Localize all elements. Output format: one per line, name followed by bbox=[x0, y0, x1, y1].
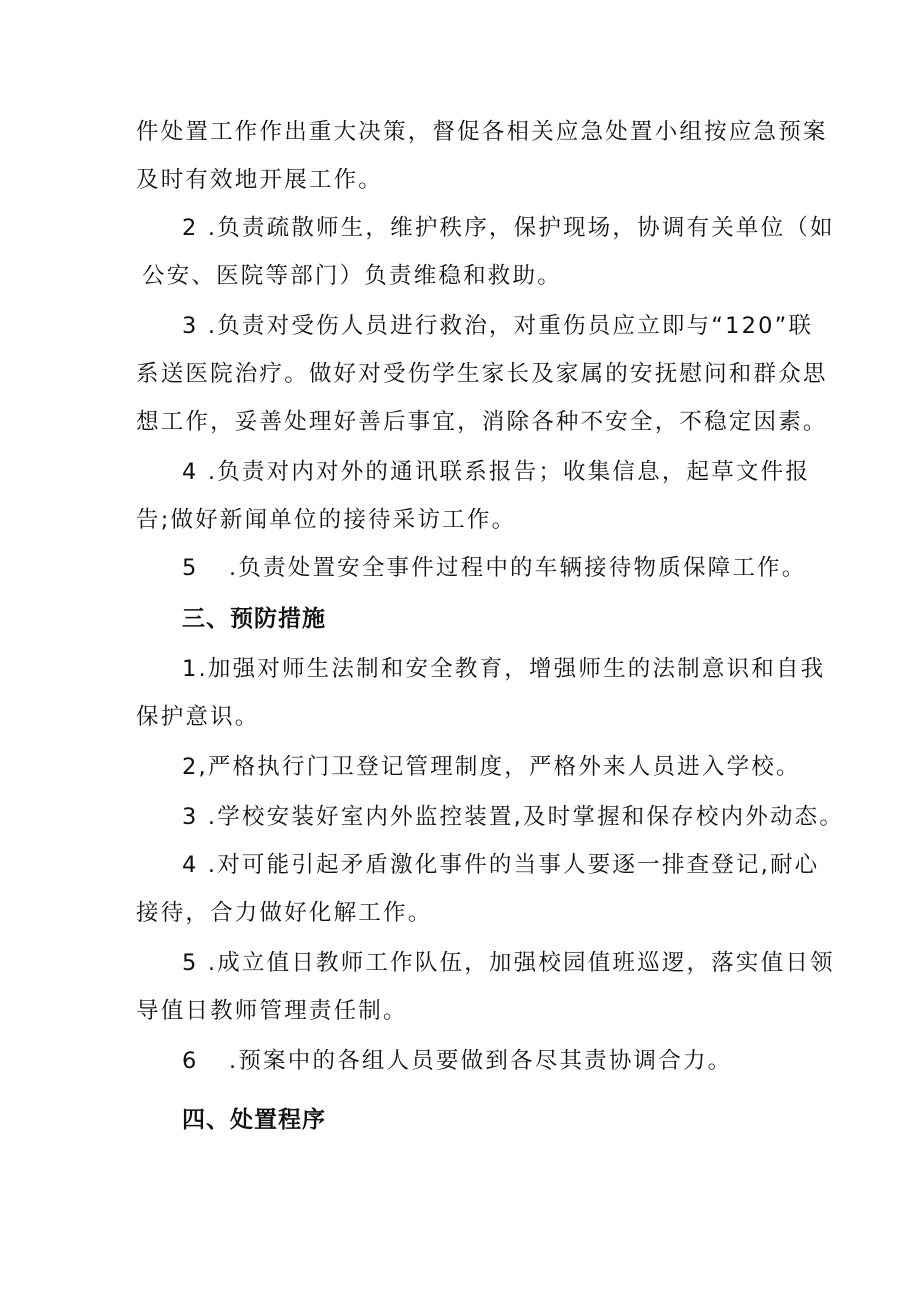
measure-2: 2,严格执行门卫登记管理制度，严格外来人员进入学校。 bbox=[182, 754, 801, 780]
list-item-4-line: 4 .负责对内对外的通讯联系报告；收集信息，起草文件报 bbox=[182, 459, 811, 485]
list-number: 5 bbox=[182, 555, 199, 581]
list-item-2-line: 公安、医院等部门）负责维稳和救助。 bbox=[142, 263, 562, 289]
list-text: .预案中的各组人员要做到各尽其责协调合力。 bbox=[229, 1048, 733, 1074]
measure-4-line: 接待，合力做好化解工作。 bbox=[136, 900, 433, 926]
measure-6 bbox=[182, 1046, 732, 1076]
measure-4-line: 4 .对可能引起矛盾激化事件的当事人要逐一排查登记,耐心 bbox=[182, 852, 820, 878]
measure-1-line: 1.加强对师生法制和安全教育，增强师生的法制意识和自我 bbox=[182, 656, 826, 682]
measure-5-line: 导值日教师管理责任制。 bbox=[136, 998, 408, 1024]
measure-5-line: 5 .成立值日教师工作队伍，加强校园值班巡逻，落实值日领 bbox=[182, 950, 835, 976]
list-item-3-line: 系送医院治疗。做好对受伤学生家长及家属的安抚慰问和群众思 bbox=[136, 361, 828, 387]
list-item-3-line: 3 .负责对受伤人员进行救治，对重伤员应立即与“120”联 bbox=[182, 313, 814, 339]
list-text: .负责处置安全事件过程中的车辆接待物质保障工作。 bbox=[229, 555, 807, 581]
section-heading: 三、预防措施 bbox=[182, 606, 326, 632]
list-number: 6 bbox=[182, 1048, 199, 1074]
paragraph-line: 件处置工作作出重大决策，督促各相关应急处置小组按应急预案 bbox=[136, 119, 828, 145]
paragraph-line: 及时有效地开展工作。 bbox=[136, 167, 384, 193]
list-item-5 bbox=[182, 553, 806, 583]
list-item-4-line: 告;做好新闻单位的接待采访工作。 bbox=[136, 507, 517, 533]
list-item-2-line: 2 .负责疏散师生，维护秩序，保护现场，协调有关单位（如 bbox=[182, 215, 835, 241]
section-heading: 四、处置程序 bbox=[182, 1107, 326, 1133]
measure-3: 3 .学校安装好室内外监控装置,及时掌握和保存校内外动态。 bbox=[182, 804, 845, 830]
measure-1-line: 保护意识。 bbox=[136, 704, 260, 730]
list-item-3-line: 想工作，妥善处理好善后事宜，消除各种不安全，不稳定因素。 bbox=[136, 409, 828, 435]
